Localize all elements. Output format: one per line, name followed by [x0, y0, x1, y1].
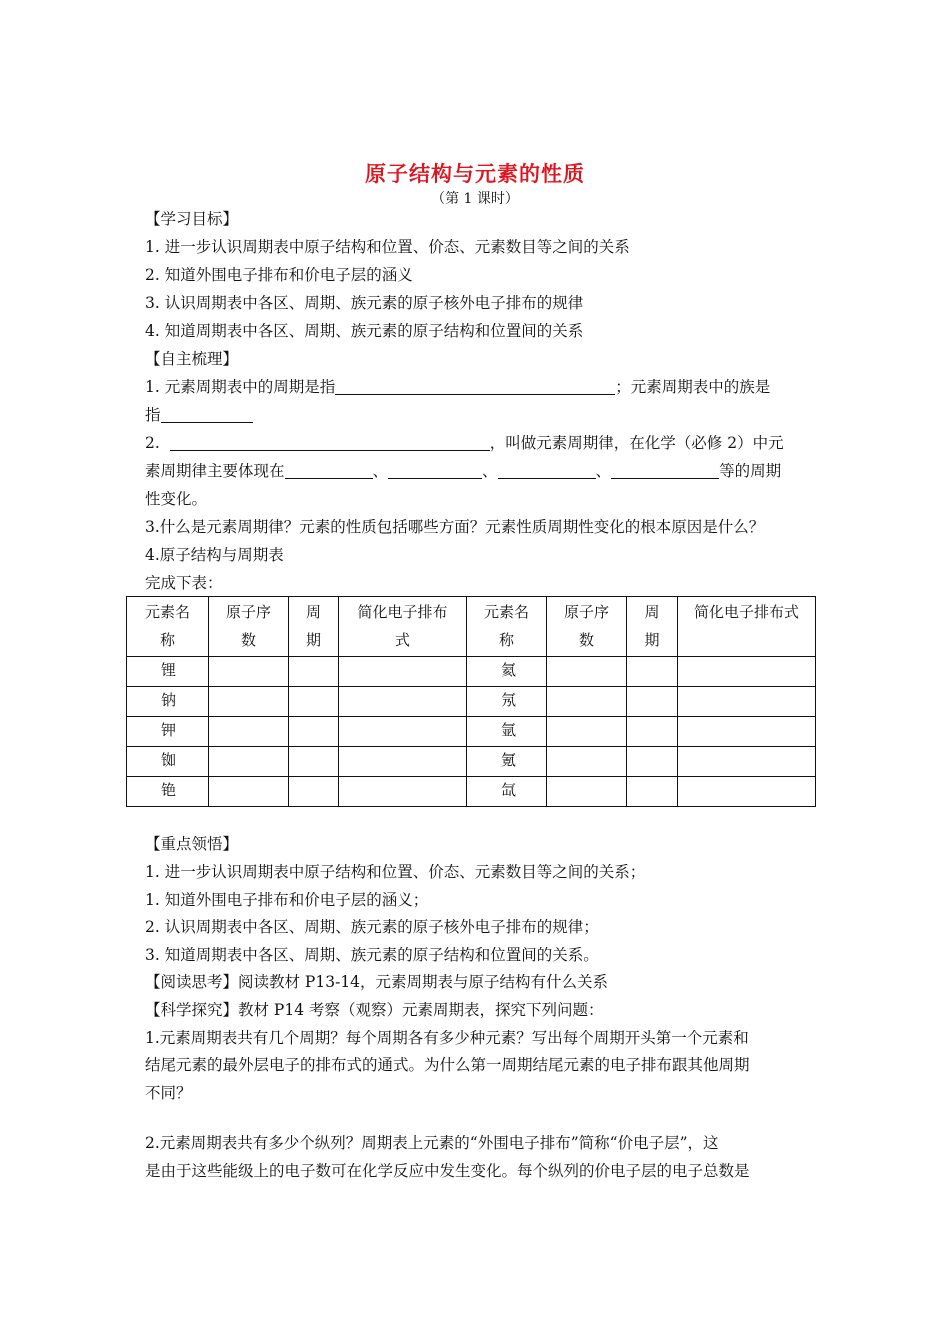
question-2-text-c: 素周期律主要体现在	[145, 462, 285, 480]
inquiry-paragraph-1-line: 结尾元素的最外层电子的排布式的通式。为什么第一周期结尾元素的电子排布跟其他周期	[145, 1056, 750, 1074]
answer-cell[interactable]	[547, 747, 627, 777]
answer-cell[interactable]	[209, 717, 289, 747]
question-1-text-c: 指	[145, 406, 161, 424]
table-row	[127, 687, 816, 717]
header-period: 周 期	[289, 597, 339, 657]
element-cell: 铯	[127, 777, 209, 807]
answer-cell[interactable]	[678, 777, 816, 807]
answer-cell[interactable]	[209, 657, 289, 687]
answer-cell[interactable]	[289, 777, 339, 807]
answer-cell[interactable]	[339, 687, 467, 717]
element-cell: 锂	[127, 657, 209, 687]
element-cell: 钾	[127, 717, 209, 747]
answer-cell[interactable]	[289, 747, 339, 777]
answer-cell[interactable]	[339, 717, 467, 747]
answer-cell[interactable]	[678, 717, 816, 747]
key-points-heading: 【重点领悟】	[145, 835, 239, 853]
answer-blank[interactable]	[388, 462, 482, 479]
key-point-item: 1. 进一步认识周期表中原子结构和位置、价态、元素数目等之间的关系；	[145, 863, 646, 881]
separator: 、	[482, 462, 498, 480]
key-point-item: 3. 知道周期表中各区、周期、族元素的原子结构和位置间的关系。	[145, 946, 599, 964]
answer-cell[interactable]	[627, 777, 678, 807]
inquiry-paragraph-2-line: 是由于这些能级上的电子数可在化学反应中发生变化。每个纵列的价电子层的电子总数是	[145, 1162, 750, 1180]
objective-item: 3. 认识周期表中各区、周期、族元素的原子核外电子排布的规律	[145, 294, 584, 312]
objective-item: 2. 知道外围电子排布和价电子层的涵义	[145, 266, 413, 284]
question-2-line-3: 性变化。	[145, 490, 208, 508]
element-cell: 钠	[127, 687, 209, 717]
question-2-line-2	[145, 461, 781, 481]
question-2-number: 2.	[145, 434, 160, 452]
header-element-name: 元素名 称	[467, 597, 547, 657]
answer-cell[interactable]	[627, 687, 678, 717]
answer-blank[interactable]	[498, 462, 596, 479]
question-1-text: 1. 元素周期表中的周期是指	[145, 378, 336, 396]
element-cell: 氖	[467, 687, 547, 717]
key-point-item: 2. 认识周期表中各区、周期、族元素的原子核外电子排布的规律；	[145, 918, 599, 936]
page-subtitle: （第 1 课时）	[431, 191, 519, 207]
answer-cell[interactable]	[289, 657, 339, 687]
objective-item: 1. 进一步认识周期表中原子结构和位置、价态、元素数目等之间的关系	[145, 238, 630, 256]
element-cell: 氩	[467, 717, 547, 747]
key-point-item: 1. 知道外围电子排布和价电子层的涵义；	[145, 891, 429, 909]
answer-blank[interactable]	[285, 462, 373, 479]
inquiry-paragraph-1-line: 1.元素周期表共有几个周期？每个周期各有多少种元素？写出每个周期开头第一个元素和	[145, 1029, 749, 1047]
answer-blank[interactable]	[335, 378, 615, 395]
inquiry-paragraph-2-line: 2.元素周期表共有多少个纵列？周期表上元素的“外围电子排布”简称“价电子层”，这	[145, 1134, 719, 1152]
element-cell: 氪	[467, 747, 547, 777]
question-4: 4.原子结构与周期表	[145, 546, 284, 564]
answer-cell[interactable]	[209, 777, 289, 807]
element-table	[126, 596, 816, 807]
table-row	[127, 777, 816, 807]
element-cell: 氦	[467, 657, 547, 687]
answer-blank[interactable]	[170, 434, 490, 451]
table-row	[127, 717, 816, 747]
reading-prompt: 【阅读思考】阅读教材 P13-14，元素周期表与原子结构有什么关系	[145, 973, 609, 991]
answer-cell[interactable]	[289, 687, 339, 717]
answer-cell[interactable]	[339, 777, 467, 807]
answer-cell[interactable]	[547, 717, 627, 747]
header-period: 周 期	[627, 597, 678, 657]
answer-cell[interactable]	[339, 657, 467, 687]
header-electron-config: 简化电子排布式	[678, 597, 816, 657]
answer-cell[interactable]	[678, 657, 816, 687]
header-atomic-number: 原子序 数	[547, 597, 627, 657]
separator: 、	[595, 462, 612, 480]
answer-cell[interactable]	[209, 687, 289, 717]
answer-cell[interactable]	[289, 717, 339, 747]
answer-blank[interactable]	[161, 406, 253, 423]
answer-cell[interactable]	[627, 747, 678, 777]
answer-cell[interactable]	[547, 777, 627, 807]
question-2-text-d: 等的周期	[719, 462, 782, 480]
objective-item: 4. 知道周期表中各区、周期、族元素的原子结构和位置间的关系	[145, 322, 584, 340]
header-element-name: 元素名 称	[127, 597, 209, 657]
element-cell: 铷	[127, 747, 209, 777]
answer-cell[interactable]	[678, 747, 816, 777]
table-intro: 完成下表：	[145, 574, 223, 592]
answer-cell[interactable]	[209, 747, 289, 777]
separator: 、	[372, 462, 389, 480]
self-study-heading: 【自主梳理】	[145, 350, 239, 368]
header-atomic-number: 原子序 数	[209, 597, 289, 657]
table-header-row	[127, 597, 816, 657]
header-electron-config: 简化电子排布 式	[339, 597, 467, 657]
objectives-heading: 【学习目标】	[145, 210, 239, 228]
answer-cell[interactable]	[547, 687, 627, 717]
inquiry-paragraph-1-line: 不同？	[145, 1084, 192, 1102]
element-cell: 氙	[467, 777, 547, 807]
question-2-line	[145, 433, 784, 453]
question-1-line	[145, 377, 807, 397]
answer-cell[interactable]	[627, 657, 678, 687]
question-2-text: ，叫做元素周期律，在化学（必修 2）中元	[489, 434, 784, 452]
question-1-text-b: ；元素周期表中的族是	[615, 378, 771, 396]
table-row	[127, 657, 816, 687]
question-1-line-2	[145, 405, 253, 425]
answer-cell[interactable]	[678, 687, 816, 717]
page-title: 原子结构与元素的性质	[365, 161, 585, 186]
answer-cell[interactable]	[547, 657, 627, 687]
table-row	[127, 747, 816, 777]
answer-cell[interactable]	[627, 717, 678, 747]
inquiry-heading: 【科学探究】教材 P14 考察（观察）元素周期表，探究下列问题：	[145, 1001, 604, 1019]
answer-blank[interactable]	[611, 462, 719, 479]
answer-cell[interactable]	[339, 747, 467, 777]
question-3: 3.什么是元素周期律？元素的性质包括哪些方面？元素性质周期性变化的根本原因是什么？	[145, 518, 765, 536]
